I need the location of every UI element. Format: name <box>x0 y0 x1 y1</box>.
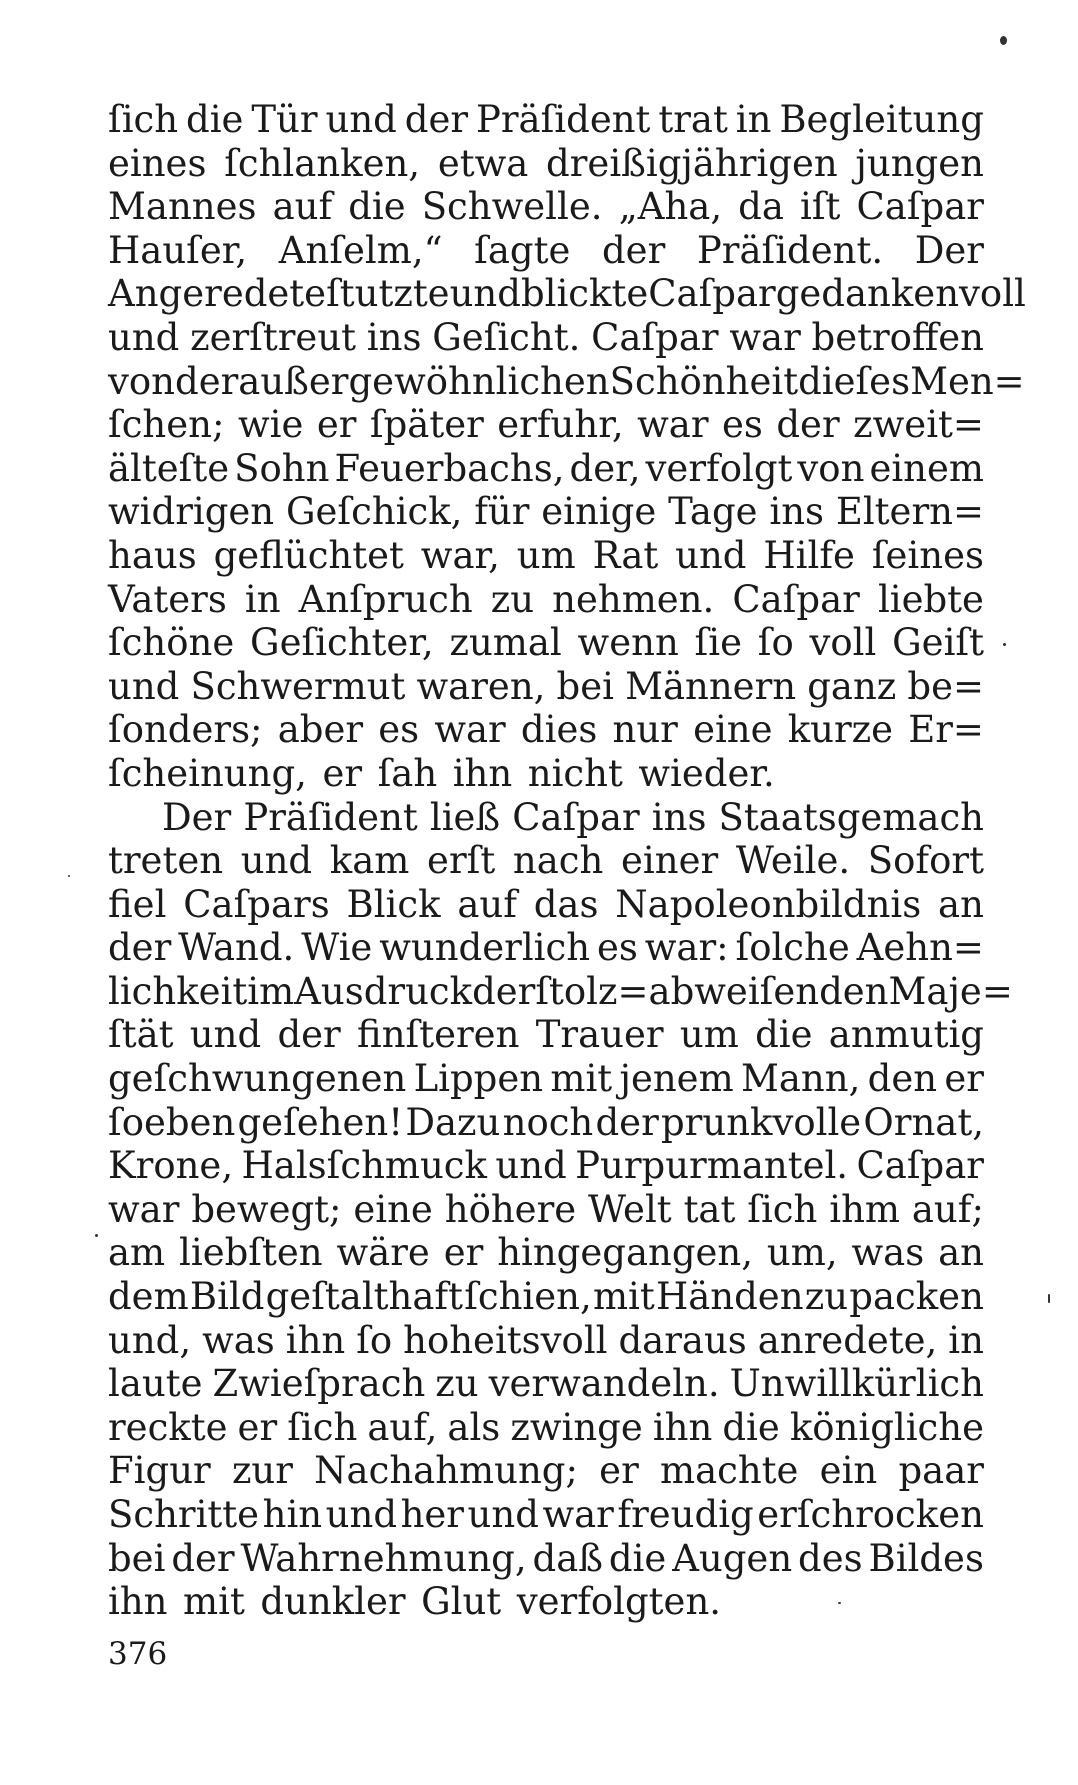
word: bewegt; <box>191 1187 342 1231</box>
word: ſo <box>757 621 794 665</box>
word: am <box>108 1231 166 1275</box>
word: paar <box>898 1449 984 1493</box>
word: von <box>108 359 176 403</box>
word: machte <box>659 1449 799 1493</box>
word: um <box>679 1013 739 1057</box>
text-line <box>108 229 984 273</box>
word: ſie <box>694 621 742 665</box>
text-line <box>108 969 1013 1014</box>
word: war <box>542 1493 614 1536</box>
ink-speck <box>1000 36 1007 45</box>
word: Mannes <box>108 185 257 229</box>
word: Lippen <box>413 1057 544 1101</box>
word: dem <box>108 1275 189 1319</box>
word: da <box>738 185 784 229</box>
word: der <box>108 926 172 970</box>
text-line <box>108 1580 984 1624</box>
text-line <box>108 272 1026 316</box>
word: und <box>108 664 180 708</box>
word: ins <box>769 490 825 534</box>
word: ſcheinung, <box>108 751 307 795</box>
word: erfuhr, <box>497 403 624 447</box>
word: an <box>938 1231 984 1275</box>
word: packen <box>849 1275 984 1319</box>
word: Eltern= <box>835 490 984 534</box>
word: zu <box>490 577 535 621</box>
text-line <box>108 708 984 752</box>
word: daß <box>532 1536 603 1580</box>
word: eine <box>353 1187 433 1231</box>
word: finſteren <box>357 1013 520 1057</box>
text-line <box>108 1101 984 1145</box>
word: nehmen. <box>552 577 715 621</box>
word: die <box>186 98 244 141</box>
word: Hilfe <box>763 533 855 577</box>
word: erſchrocken <box>757 1493 984 1536</box>
word: Caſpar <box>856 1144 984 1188</box>
word: ſich <box>747 1187 818 1231</box>
word: Geiſt <box>892 621 984 665</box>
word: Schwelle. <box>421 185 603 229</box>
text-line <box>108 1449 984 1493</box>
text-line <box>108 621 984 665</box>
word: zu <box>804 1275 849 1319</box>
word: ſpäter <box>369 403 484 447</box>
word: einer <box>621 839 719 883</box>
word: Figur <box>108 1449 211 1493</box>
word: war <box>108 1187 180 1231</box>
word: die <box>348 185 406 229</box>
word: Geſicht. <box>432 315 581 359</box>
word: aber <box>277 708 364 752</box>
text-line <box>108 447 984 491</box>
word: den <box>867 1057 938 1101</box>
text-line <box>108 1537 984 1581</box>
word: Präſident <box>243 795 418 839</box>
word: der <box>601 228 666 272</box>
word: prunkvolle <box>661 1100 862 1144</box>
word: Tür <box>251 98 318 141</box>
word: mit <box>183 1580 245 1624</box>
text-line <box>108 1319 984 1363</box>
word: Männern <box>625 664 797 708</box>
word: Maje= <box>888 969 1013 1013</box>
word: einige <box>541 490 657 534</box>
text-line <box>108 1231 984 1275</box>
word: Aehn= <box>856 926 984 970</box>
word: fiel <box>108 882 167 926</box>
word: der <box>776 403 840 447</box>
word: betroffen <box>811 315 984 359</box>
word: und <box>325 1493 398 1536</box>
word: war, <box>420 533 500 577</box>
word: kam <box>329 839 410 883</box>
word: freudig <box>617 1493 754 1536</box>
word: bei <box>108 1536 166 1580</box>
word: reckte <box>108 1405 228 1449</box>
word: ſtät <box>108 1013 174 1057</box>
word: Ausdruck <box>294 969 473 1013</box>
ink-speck <box>95 1234 98 1237</box>
word: Sofort <box>867 839 984 883</box>
word: ſonders; <box>108 708 263 752</box>
word: zweit= <box>853 403 984 447</box>
word: von <box>797 446 865 490</box>
word: um, <box>766 1231 838 1275</box>
text-line <box>108 752 984 796</box>
word: her <box>400 1493 464 1536</box>
word: Glut <box>421 1580 502 1624</box>
word: Hauſer, <box>108 228 248 272</box>
word: Caſpar <box>512 795 640 839</box>
word: ſagte <box>474 228 571 272</box>
word: königliche <box>789 1405 984 1449</box>
word: ſeines <box>871 533 984 577</box>
word: wie <box>237 403 304 447</box>
word: zumal <box>449 621 562 665</box>
word: Caſpar <box>648 272 776 316</box>
word: er <box>316 403 357 447</box>
word: Dazu <box>405 1100 501 1144</box>
word: Zwieſprach <box>212 1362 426 1406</box>
text-line <box>108 839 984 883</box>
word: jungen <box>855 141 984 185</box>
word: ſchien, <box>464 1275 592 1319</box>
word: ſchlanken, <box>224 141 421 185</box>
word: es <box>378 708 420 752</box>
word: und <box>675 533 747 577</box>
word: voll <box>809 621 877 665</box>
word: geſchwungenen <box>108 1057 407 1101</box>
word: geſtalthaft <box>265 1275 463 1319</box>
word: er <box>237 1405 278 1449</box>
word: ins <box>651 795 707 839</box>
word: es <box>722 403 763 447</box>
text-line <box>108 534 984 578</box>
word: nur <box>612 708 678 752</box>
word: tat <box>683 1187 736 1231</box>
word: und <box>189 1013 262 1057</box>
word: die <box>722 1405 780 1449</box>
word: gedankenvoll <box>775 272 1026 316</box>
page-number: 376 <box>108 1636 168 1672</box>
word: war <box>637 403 709 447</box>
word: ſtutzte <box>326 272 450 316</box>
word: zerſtreut <box>190 315 357 359</box>
word: be= <box>907 664 984 708</box>
word: wenn <box>577 621 679 665</box>
word: Bildes <box>868 1536 984 1580</box>
word: Wahrnehmung, <box>240 1536 527 1580</box>
word: Halsſchmuck <box>241 1144 487 1188</box>
word: ſolche <box>735 926 850 970</box>
word: Schwermut <box>190 664 406 708</box>
word: Anſelm,“ <box>278 228 443 272</box>
text-line <box>108 1275 984 1319</box>
word: treten <box>108 839 224 883</box>
word: blickte <box>520 272 649 316</box>
word: der <box>472 969 536 1013</box>
word: wunderlich <box>379 926 591 970</box>
word: war: <box>644 926 729 970</box>
word: und <box>467 1493 539 1536</box>
word: was <box>851 1231 925 1275</box>
word: trat <box>658 98 728 141</box>
word: er <box>599 1449 639 1493</box>
word: mit <box>592 1275 655 1319</box>
word: und <box>325 98 397 141</box>
text-line <box>108 1013 984 1057</box>
word: auf, <box>367 1405 438 1449</box>
word: im <box>247 969 295 1013</box>
word: geſehen! <box>237 1100 404 1144</box>
word: höhere <box>444 1187 577 1231</box>
word: Krone, <box>108 1144 234 1188</box>
word: Trauer <box>535 1013 664 1057</box>
word: Staatsgemach <box>718 795 984 839</box>
body-text <box>108 98 1026 1624</box>
word: Men= <box>910 359 1025 403</box>
word: Purpurmantel. <box>575 1144 849 1188</box>
text-line <box>108 403 984 447</box>
word: anredete, <box>757 1318 938 1362</box>
word: er <box>443 1231 484 1275</box>
word: der, <box>569 446 641 490</box>
word: liebte <box>877 577 984 621</box>
word: an <box>938 882 984 926</box>
word: Angeredete <box>108 272 327 316</box>
word: Begleitung <box>779 98 984 141</box>
word: bei <box>556 664 614 708</box>
word: Händen <box>655 1275 804 1319</box>
word: Caſpar <box>591 315 719 359</box>
text-line <box>108 1057 984 1101</box>
word: Der <box>914 228 984 272</box>
text-line <box>108 1362 984 1406</box>
word: Blick <box>346 882 441 926</box>
text-line <box>108 796 984 840</box>
word: und <box>108 315 180 359</box>
text-line <box>108 665 984 709</box>
word: wieder. <box>638 751 775 795</box>
word: und <box>240 839 313 883</box>
word: war <box>729 315 801 359</box>
word: ſah <box>377 751 438 795</box>
word: als <box>447 1405 501 1449</box>
word: und, <box>108 1318 192 1362</box>
ink-speck <box>1048 1294 1050 1303</box>
word: auf <box>457 882 517 926</box>
word: widrigen <box>108 490 275 534</box>
word: hingegangen, <box>497 1231 754 1275</box>
word: in <box>244 577 281 621</box>
word: Geſchick, <box>285 490 463 534</box>
word: in <box>735 98 772 141</box>
word: Präſident <box>475 98 651 141</box>
ink-speck <box>838 1602 841 1604</box>
word: dieſes <box>798 359 911 403</box>
word: Unwillkürlich <box>729 1362 984 1406</box>
word: Caſpar <box>732 577 860 621</box>
word: zu <box>435 1362 479 1406</box>
word: ſoeben <box>108 1100 236 1144</box>
word: älteſte <box>108 446 230 490</box>
text-line <box>108 142 984 186</box>
word: lichkeit <box>108 969 248 1013</box>
word: verfolgt <box>645 446 793 490</box>
word: haus <box>108 533 197 577</box>
word: der <box>171 1536 235 1580</box>
word: ihn <box>108 1580 168 1624</box>
word: geflüchtet <box>213 533 404 577</box>
word: Caſpars <box>183 882 330 926</box>
word: erſt <box>427 839 496 883</box>
word: Feuerbachs, <box>334 446 565 490</box>
word: das <box>533 882 599 926</box>
word: er <box>322 751 363 795</box>
word: Nachahmung; <box>314 1449 578 1493</box>
word: auf <box>272 185 333 229</box>
word: Wand. <box>178 926 295 970</box>
word: es <box>596 926 638 970</box>
word: eines <box>108 141 207 185</box>
word: ihm <box>829 1187 900 1231</box>
word: Vaters <box>108 577 227 621</box>
text-line <box>108 185 984 229</box>
word: ganz <box>807 664 897 708</box>
word: in <box>948 1318 984 1362</box>
text-line <box>108 578 984 622</box>
word: Anſpruch <box>298 577 473 621</box>
word: ſtolz=abweiſenden <box>535 969 889 1013</box>
word: waren, <box>416 664 546 708</box>
word: Mann, <box>740 1057 861 1101</box>
word: einem <box>869 446 984 490</box>
text-line <box>108 316 984 360</box>
text-line <box>108 1406 984 1450</box>
word: nicht <box>527 751 623 795</box>
word: Geſichter, <box>250 621 434 665</box>
word: Napoleonbildnis <box>615 882 922 926</box>
word: verwandeln. <box>488 1362 720 1406</box>
word: Schritte <box>108 1493 260 1536</box>
word: ihn <box>652 1405 713 1449</box>
word: um <box>516 533 576 577</box>
word: Wie <box>301 926 373 970</box>
word: nach <box>512 839 604 883</box>
word: des <box>798 1536 863 1580</box>
text-line <box>108 883 984 927</box>
word: Er= <box>908 708 984 752</box>
word: Caſpar <box>856 185 984 229</box>
word: Bild <box>189 1275 265 1319</box>
word: und <box>495 1144 567 1188</box>
word: dies <box>520 708 598 752</box>
word: ließ <box>429 795 501 839</box>
word: war <box>434 708 506 752</box>
word: außergewöhnlichen <box>238 359 610 403</box>
word: zwinge <box>510 1405 643 1449</box>
text-line <box>108 1188 984 1232</box>
word: daraus <box>618 1318 747 1362</box>
text-line <box>108 359 1025 404</box>
word: der <box>277 1013 341 1057</box>
text-line <box>108 926 984 970</box>
word: der <box>595 1100 659 1144</box>
word: noch <box>502 1100 594 1144</box>
word: die <box>755 1013 813 1057</box>
word: ſchen; <box>108 403 225 447</box>
word: ſchöne <box>108 621 235 665</box>
word: wäre <box>336 1231 430 1275</box>
word: jenem <box>619 1057 734 1101</box>
word: die <box>608 1536 667 1580</box>
word: ſich <box>108 98 179 141</box>
word: hin <box>262 1493 323 1536</box>
word: eine <box>693 708 773 752</box>
word: der <box>404 98 469 141</box>
word: Sohn <box>234 446 330 490</box>
word: etwa <box>437 141 529 185</box>
word: anmutig <box>828 1013 984 1057</box>
word: was <box>202 1318 275 1362</box>
word: Tage <box>668 490 758 534</box>
ink-speck <box>1003 643 1006 646</box>
word: mit <box>550 1057 613 1101</box>
word: Ornat, <box>863 1100 984 1144</box>
word: dreißigjährigen <box>546 141 838 185</box>
word: ihn <box>452 751 513 795</box>
text-line <box>108 1144 984 1188</box>
word: der <box>175 359 239 403</box>
word: ſich <box>287 1405 358 1449</box>
word: ein <box>819 1449 878 1493</box>
word: zur <box>231 1449 293 1493</box>
word: liebſten <box>179 1231 323 1275</box>
word: Welt <box>588 1187 672 1231</box>
word: „Aha, <box>618 185 723 229</box>
text-line <box>108 1493 984 1537</box>
word: kurze <box>787 708 894 752</box>
word: hoheitsvoll <box>403 1318 608 1362</box>
word: auf; <box>911 1187 984 1231</box>
word: für <box>474 490 530 534</box>
ink-speck <box>68 875 70 877</box>
word: ihn <box>285 1318 346 1362</box>
word: verfolgten. <box>516 1580 722 1624</box>
word: iſt <box>799 185 841 229</box>
word: dunkler <box>260 1580 406 1624</box>
word: Rat <box>592 533 659 577</box>
word: Weile. <box>735 839 851 883</box>
word: er <box>944 1057 984 1101</box>
word: und <box>449 272 521 316</box>
word: Schönheit <box>609 359 799 403</box>
word: ſo <box>356 1318 393 1362</box>
text-line <box>108 490 984 534</box>
word: Der <box>162 795 232 839</box>
word: Präſident. <box>696 228 884 272</box>
word: laute <box>108 1362 203 1406</box>
word: ins <box>366 315 422 359</box>
text-line <box>108 98 984 142</box>
word: Augen <box>672 1536 793 1580</box>
